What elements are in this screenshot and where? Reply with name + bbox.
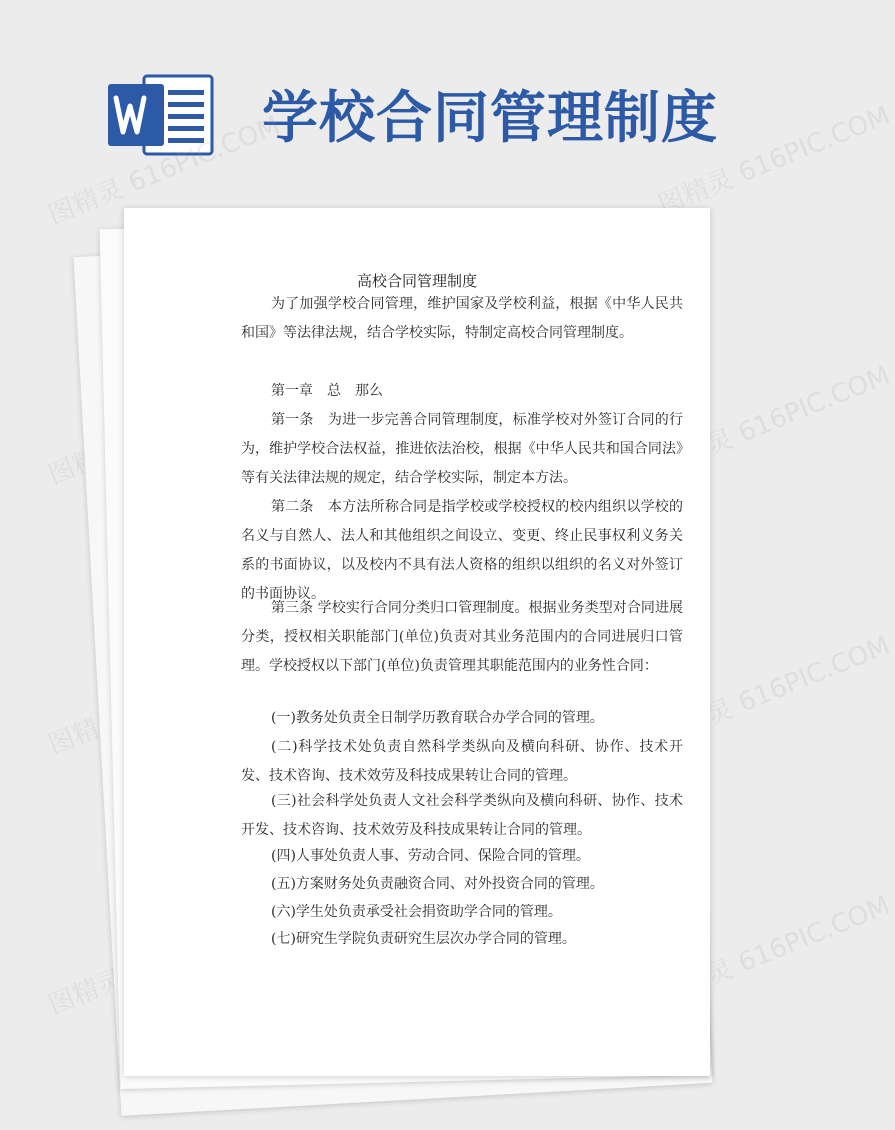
article-2: 第二条 本方法所称合同是指学校或学校授权的校内组织以学校的名义与自然人、法人和其他组织之间设立、变更、终止民事权利义务关系的书面协议，以及校内不具有法人资格的组织以组织的名义对外签订的书面协议。 (241, 499, 683, 602)
watermark: 图精灵 616PIC.COM (654, 630, 895, 751)
document-title: 高校合同管理制度 (356, 272, 477, 290)
list-item-6: (六)学生处负责承受社会捐资助学合同的管理。 (271, 904, 562, 920)
article-1: 第一条 为进一步完善合同管理制度，标准学校对外签订合同的行为，维护学校合法权益，推进依法治校，根据《中华人民共和国合同法》等有关法律法规的规定，结合学校实际，制定本方法。 (241, 412, 683, 486)
list-item-4: (四)人事处负责人事、劳动合同、保险合同的管理。 (271, 848, 590, 864)
watermark: 图精灵 616PIC.COM (654, 360, 895, 481)
paragraph-intro: 为了加强学校合同管理，维护国家及学校利益，根据《中华人民共和国》等法律法规，结合学校实际，特制定高校合同管理制度。 (241, 296, 683, 341)
list-item-1: (一)教务处负责全日制学历教育联合办学合同的管理。 (271, 710, 604, 726)
watermark: 图精灵 (44, 963, 128, 1021)
list-item-7: (七)研究生学院负责研究生层次办学合同的管理。 (271, 931, 576, 947)
watermark: 图精灵 (44, 703, 128, 761)
watermark: 图精灵 616PIC.COM (654, 100, 895, 221)
banner-title: 学校合同管理制度 (262, 86, 718, 151)
list-item-2: (二)科学技术处负责自然科学类纵向及横向科研、协作、技术开发、技术咨询、技术效劳及科技成果转让合同的管理。 (241, 739, 683, 784)
list-item-3: (三)社会科学处负责人文社会科学类纵向及横向科研、协作、技术开发、技术咨询、技术效劳及科技成果转让合同的管理。 (241, 793, 683, 838)
chapter-heading: 第一章 总 那么 (271, 383, 383, 399)
word-document-icon (108, 72, 214, 158)
article-3: 第三条 学校实行合同分类归口管理制度。根据业务类型对合同进展分类，授权相关职能部门(单位)负责对其业务范围内的合同进展归口管理。学校授权以下部门(单位)负责管理其职能范围内的业务性合同： (241, 600, 683, 674)
watermark: 图精灵 616PIC.COM (44, 110, 285, 231)
watermark: 图精灵 616PIC.COM (654, 890, 895, 1011)
list-item-5: (五)方案财务处负责融资合同、对外投资合同的管理。 (271, 876, 604, 892)
document-page (124, 208, 710, 1076)
banner (0, 0, 800, 200)
